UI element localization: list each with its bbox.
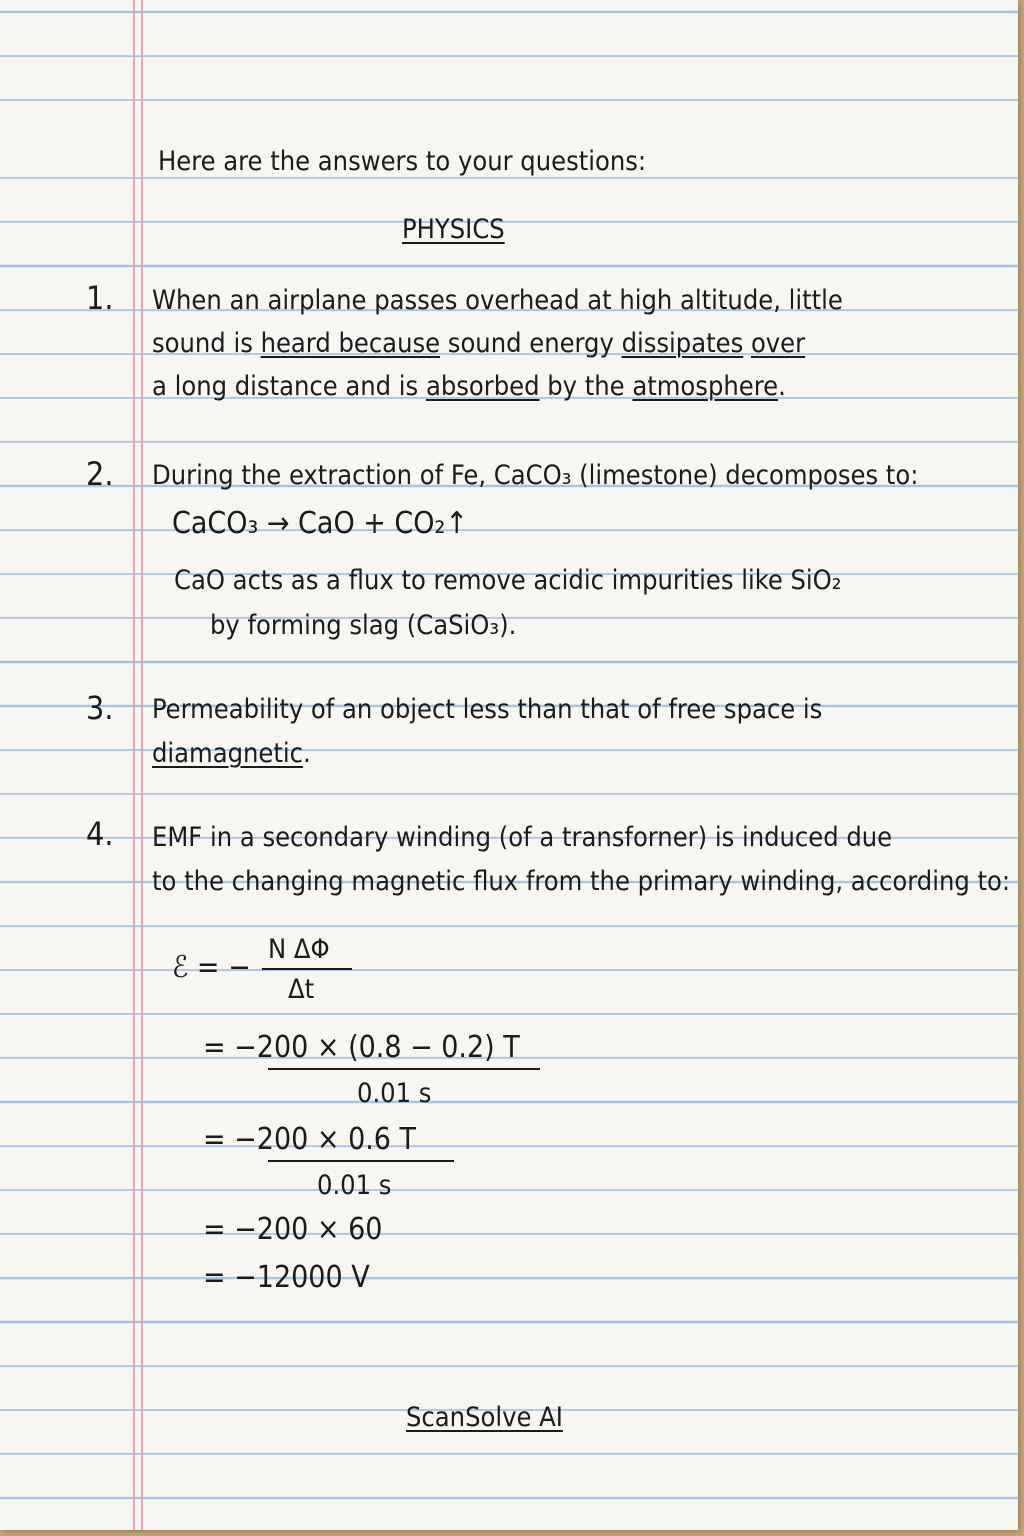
formula-fraction-bar — [262, 968, 352, 970]
question-1-line-3: a long distance and is absorbed by the atmosphere. — [152, 371, 786, 402]
question-4-number: 4. — [86, 815, 114, 853]
question-1-line-2: sound is heard because sound energy dissipates over — [152, 328, 806, 359]
step-1-denominator: 0.01 s — [357, 1078, 432, 1109]
question-1-line-1: When an airplane passes overhead at high altitude, little — [152, 285, 843, 316]
step-3: = −200 × 60 — [203, 1212, 383, 1247]
section-heading: PHYSICS — [402, 214, 505, 245]
question-3-line-1: Permeability of an object less than that of free space is — [152, 694, 823, 725]
question-2-number: 2. — [86, 455, 114, 493]
step-2-numerator: = −200 × 0.6 T — [203, 1122, 417, 1157]
formula-lhs: ℰ = − — [172, 950, 251, 985]
step-1-fraction-bar — [268, 1068, 540, 1070]
question-1-number: 1. — [86, 279, 114, 317]
formula-denominator: Δt — [288, 974, 315, 1005]
question-2-line-1: During the extraction of Fe, CaCO₃ (limestone) decomposes to: — [152, 460, 919, 491]
question-4-line-1: EMF in a secondary winding (of a transforner) is induced due — [152, 822, 893, 853]
margin-line-left — [133, 0, 135, 1530]
footer-signature: ScanSolve AI — [406, 1402, 563, 1433]
question-2-equation: CaCO₃ → CaO + CO₂↑ — [172, 506, 468, 541]
margin-line-right — [141, 0, 143, 1530]
question-2-line-3: CaO acts as a flux to remove acidic impurities like SiO₂ — [174, 565, 842, 596]
question-3-line-2: diamagnetic. — [152, 738, 311, 769]
step-2-denominator: 0.01 s — [317, 1170, 392, 1201]
step-4-result: = −12000 V — [203, 1260, 370, 1295]
question-2-line-4: by forming slag (CaSiO₃). — [210, 610, 517, 641]
step-2-fraction-bar — [268, 1160, 454, 1162]
question-4-line-2: to the changing magnetic flux from the primary winding, according to: — [152, 866, 1011, 897]
step-1-numerator: = −200 × (0.8 − 0.2) T — [203, 1030, 520, 1065]
formula-numerator: N ΔΦ — [268, 934, 330, 965]
question-3-number: 3. — [86, 689, 114, 727]
intro-text: Here are the answers to your questions: — [158, 146, 647, 177]
